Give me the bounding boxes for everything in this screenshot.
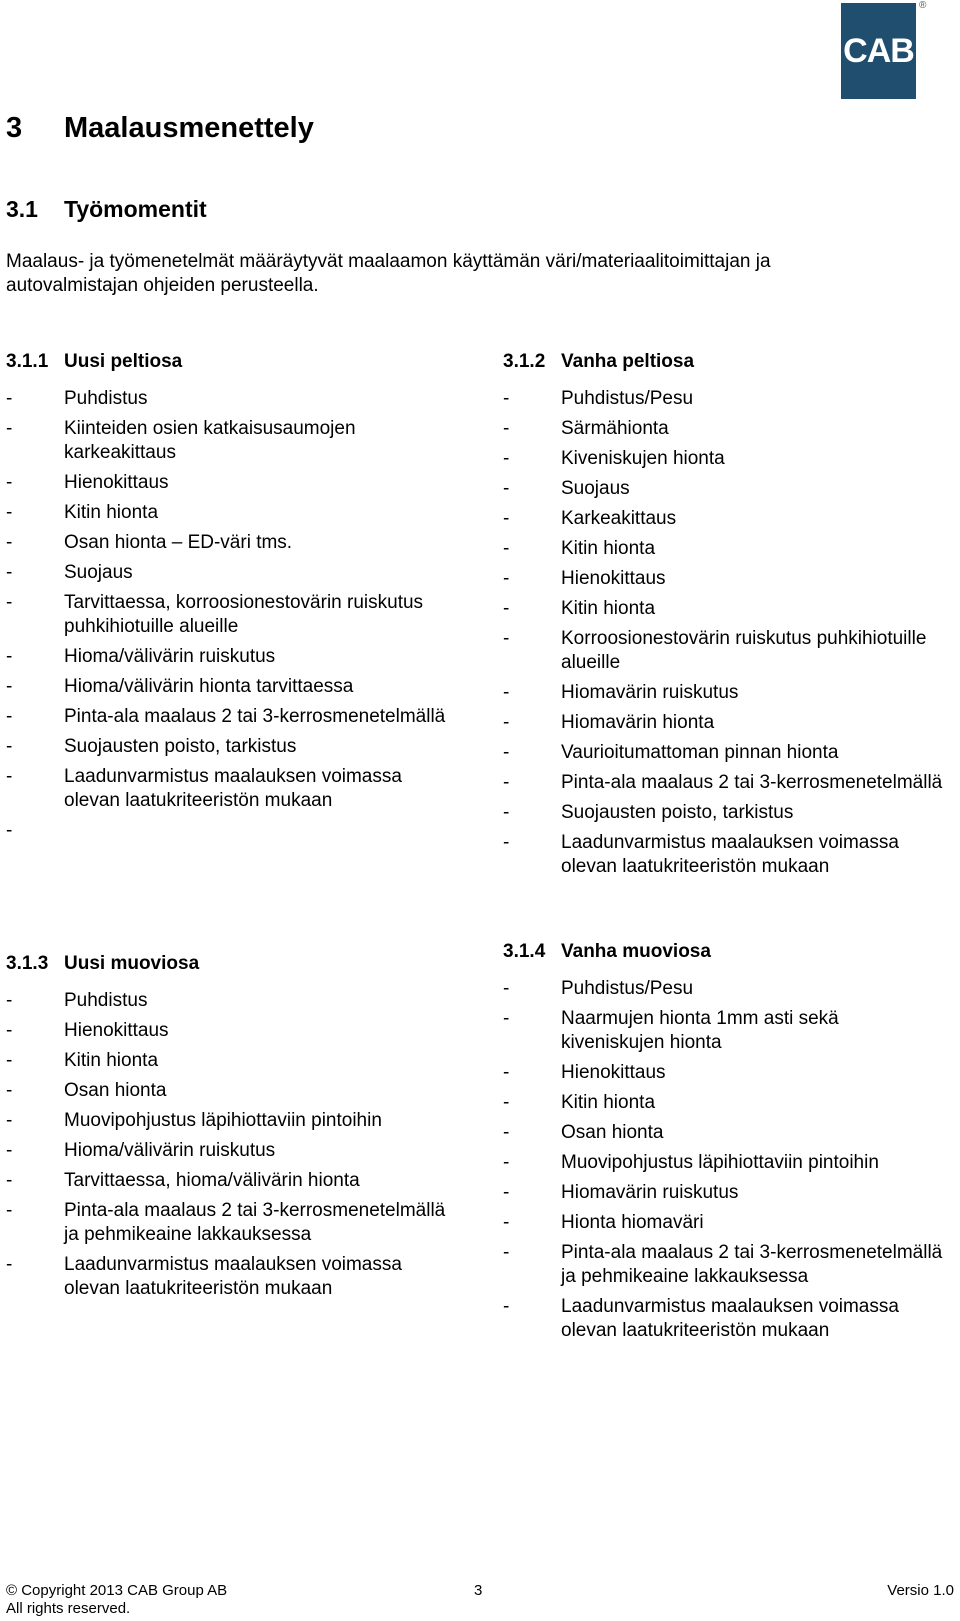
list-item	[503, 507, 943, 531]
list-item-text: Puhdistus/Pesu	[561, 388, 694, 409]
section-vanha-peltiosa	[503, 350, 943, 885]
list-item-text: Hiomavärin ruiskutus	[561, 682, 739, 703]
bullet-dash: -	[503, 418, 510, 439]
list-item	[503, 1091, 943, 1115]
list-item	[6, 417, 446, 465]
section-title-text: Vanha peltiosa	[561, 351, 695, 372]
section-title	[6, 952, 446, 976]
registered-mark: ®	[919, 0, 927, 11]
section-number: 3.1.1	[6, 351, 49, 372]
list-item	[503, 537, 943, 561]
list-item-text: Korroosionestovärin ruiskutus puhkihiotuille alueille	[561, 628, 927, 673]
list-item-text: Kiveniskujen hionta	[561, 448, 725, 469]
list-item-text: Pinta-ala maalaus 2 tai 3-kerrosmenetelmällä	[561, 772, 943, 793]
list-item-text: Hiomavärin hionta	[561, 712, 715, 733]
list-item	[6, 735, 446, 759]
list-item-text: Hienokittaus	[561, 1062, 666, 1083]
list-item-text: Tarvittaessa, korroosionestovärin ruiskutus puhkihiotuille alueille	[64, 592, 424, 637]
bullet-dash: -	[6, 990, 13, 1011]
list-item-text: Hionta hiomaväri	[561, 1212, 704, 1233]
list-item-text: Kitin hionta	[561, 1092, 656, 1113]
bullet-dash: -	[6, 472, 13, 493]
list-item-text: Hioma/välivärin ruiskutus	[64, 1140, 276, 1161]
list-item-text: Laadunvarmistus maalauksen voimassa olevan laatukriteeristön mukaan	[64, 766, 402, 811]
section-number: 3.1.2	[503, 351, 546, 372]
bullet-dash: -	[503, 1122, 510, 1143]
list-item	[6, 1019, 446, 1043]
heading-2-number: 3.1	[6, 196, 38, 222]
bullet-dash: -	[6, 418, 13, 439]
bullet-dash: -	[503, 1212, 510, 1233]
intro-paragraph: Maalaus- ja työmenetelmät määräytyvät maalaamon käyttämän väri/materiaalitoimittajan ja autovalmistajan ohjeiden perusteella.	[6, 251, 771, 296]
section-vanha-muoviosa	[503, 940, 943, 1349]
bullet-dash: -	[503, 772, 510, 793]
bullet-dash: -	[6, 1254, 13, 1275]
cab-logo	[841, 3, 916, 99]
bullet-dash: -	[503, 1242, 510, 1263]
section-number: 3.1.3	[6, 953, 49, 974]
bullet-dash: -	[6, 502, 13, 523]
bullet-dash: -	[503, 1152, 510, 1173]
heading-2-title: Työmomentit	[64, 196, 207, 222]
list-item-text: Muovipohjustus läpihiottaviin pintoihin	[64, 1110, 382, 1131]
section-uusi-peltiosa	[6, 350, 446, 849]
bullet-dash: -	[503, 568, 510, 589]
list-item	[6, 1079, 446, 1103]
bullet-dash: -	[6, 766, 13, 787]
list-item	[6, 989, 446, 1013]
bullet-dash: -	[6, 1170, 13, 1191]
list-item-text: Puhdistus	[64, 388, 148, 409]
bullet-dash: -	[503, 832, 510, 853]
bullet-dash: -	[6, 706, 13, 727]
bullet-dash: -	[503, 682, 510, 703]
section-number: 3.1.4	[503, 941, 546, 962]
bullet-dash: -	[503, 508, 510, 529]
list-item	[6, 765, 446, 813]
list-item	[6, 471, 446, 495]
heading-2	[6, 196, 207, 223]
bullet-dash: -	[6, 388, 13, 409]
step-list	[503, 387, 943, 879]
bullet-dash: -	[6, 646, 13, 667]
list-item	[503, 1211, 943, 1235]
list-item	[503, 711, 943, 735]
bullet-dash: -	[503, 598, 510, 619]
footer-copyright: © Copyright 2013 CAB Group AB	[6, 1582, 228, 1599]
list-item	[6, 1253, 446, 1301]
list-item-text: Laadunvarmistus maalauksen voimassa olevan laatukriteeristön mukaan	[561, 832, 899, 877]
list-item	[503, 387, 943, 411]
list-item	[503, 1007, 943, 1055]
list-item	[503, 801, 943, 825]
bullet-dash: -	[503, 478, 510, 499]
list-item	[503, 771, 943, 795]
list-item	[503, 597, 943, 621]
list-item-text: Naarmujen hionta 1mm asti sekä kiveniskujen hionta	[561, 1008, 839, 1053]
bullet-dash: -	[6, 1050, 13, 1071]
list-item-text: Hioma/välivärin ruiskutus	[64, 646, 276, 667]
section-title	[6, 350, 446, 374]
list-item	[503, 447, 943, 471]
list-item	[6, 645, 446, 669]
bullet-dash: -	[503, 388, 510, 409]
bullet-dash: -	[6, 1140, 13, 1161]
step-list	[503, 977, 943, 1343]
list-item-text: Hioma/välivärin hionta tarvittaessa	[64, 676, 354, 697]
list-item-text: Kiinteiden osien katkaisusaumojen karkeakittaus	[64, 418, 356, 463]
bullet-dash: -	[6, 532, 13, 553]
list-item	[503, 1181, 943, 1205]
list-item-text: Suojausten poisto, tarkistus	[561, 802, 794, 823]
list-item-text: Puhdistus	[64, 990, 148, 1011]
list-item	[503, 741, 943, 765]
list-item-text	[64, 819, 446, 843]
section-title-text: Uusi muoviosa	[64, 953, 200, 974]
list-item-text: Osan hionta	[64, 1080, 167, 1101]
list-item	[503, 681, 943, 705]
footer-rights: All rights reserved.	[6, 1600, 131, 1617]
list-item-text: Laadunvarmistus maalauksen voimassa olevan laatukriteeristön mukaan	[64, 1254, 402, 1299]
list-item	[6, 1049, 446, 1073]
footer-page-number: 3	[474, 1582, 483, 1599]
heading-1-title: Maalausmenettely	[64, 112, 314, 144]
list-item	[503, 567, 943, 591]
list-item	[6, 1169, 446, 1193]
bullet-dash: -	[6, 592, 13, 613]
bullet-dash: -	[503, 978, 510, 999]
section-title-text: Uusi peltiosa	[64, 351, 183, 372]
list-item-text: Pinta-ala maalaus 2 tai 3-kerrosmenetelmällä	[64, 706, 446, 727]
list-item	[6, 531, 446, 555]
section-uusi-muoviosa	[6, 952, 446, 1307]
bullet-dash: -	[6, 1020, 13, 1041]
list-item	[503, 831, 943, 879]
list-item-text: Hienokittaus	[64, 1020, 169, 1041]
list-item	[6, 387, 446, 411]
list-item	[503, 1241, 943, 1289]
footer-version: Versio 1.0	[887, 1582, 954, 1599]
list-item	[6, 1109, 446, 1133]
list-item-text: Hienokittaus	[64, 472, 169, 493]
list-item-text: Särmähionta	[561, 418, 669, 439]
list-item-text: Kitin hionta	[561, 538, 656, 559]
bullet-dash: -	[503, 712, 510, 733]
list-item-text: Tarvittaessa, hioma/välivärin hionta	[64, 1170, 360, 1191]
heading-1	[6, 112, 314, 145]
list-item-text: Kitin hionta	[64, 1050, 159, 1071]
list-item	[6, 705, 446, 729]
section-title	[503, 940, 943, 964]
bullet-dash: -	[6, 1200, 13, 1221]
list-item	[6, 1139, 446, 1163]
list-item-text: Laadunvarmistus maalauksen voimassa olevan laatukriteeristön mukaan	[561, 1296, 899, 1341]
list-item-text: Kitin hionta	[561, 598, 656, 619]
heading-1-number: 3	[6, 112, 23, 144]
bullet-dash: -	[503, 1296, 510, 1317]
list-item	[503, 977, 943, 1001]
list-item-text: Osan hionta	[561, 1122, 664, 1143]
list-item	[6, 675, 446, 699]
bullet-dash: -	[503, 742, 510, 763]
list-item-text: Karkeakittaus	[561, 508, 677, 529]
list-item	[6, 501, 446, 525]
list-item-text: Muovipohjustus läpihiottaviin pintoihin	[561, 1152, 879, 1173]
list-item	[6, 561, 446, 585]
list-item	[6, 819, 446, 843]
list-item-text: Suojausten poisto, tarkistus	[64, 736, 297, 757]
list-item	[6, 1199, 446, 1247]
list-item	[503, 1151, 943, 1175]
list-item-text: Suojaus	[561, 478, 630, 499]
bullet-dash: -	[6, 676, 13, 697]
list-item-text: Pinta-ala maalaus 2 tai 3-kerrosmenetelmällä ja pehmikeaine lakkauksessa	[64, 1200, 446, 1245]
list-item-text: Hienokittaus	[561, 568, 666, 589]
bullet-dash: -	[6, 1110, 13, 1131]
step-list	[6, 387, 446, 843]
list-item-text: Vaurioitumattoman pinnan hionta	[561, 742, 839, 763]
bullet-dash: -	[503, 1008, 510, 1029]
bullet-dash: -	[6, 736, 13, 757]
list-item	[503, 627, 943, 675]
list-item	[503, 1061, 943, 1085]
list-item-text: Kitin hionta	[64, 502, 159, 523]
step-list	[6, 989, 446, 1301]
list-item	[6, 591, 446, 639]
bullet-dash: -	[6, 562, 13, 583]
list-item	[503, 1121, 943, 1145]
bullet-dash: -	[503, 1062, 510, 1083]
section-title	[503, 350, 943, 374]
bullet-dash: -	[6, 1080, 13, 1101]
list-item	[503, 477, 943, 501]
bullet-dash: -	[503, 538, 510, 559]
bullet-dash: -	[503, 802, 510, 823]
list-item-text: Osan hionta – ED-väri tms.	[64, 532, 293, 553]
logo-text: CAB	[843, 31, 914, 70]
list-item-text: Suojaus	[64, 562, 133, 583]
bullet-dash: -	[503, 448, 510, 469]
list-item-text: Hiomavärin ruiskutus	[561, 1182, 739, 1203]
section-title-text: Vanha muoviosa	[561, 941, 711, 962]
list-item-text: Puhdistus/Pesu	[561, 978, 694, 999]
bullet-dash: -	[503, 1092, 510, 1113]
bullet-dash: -	[6, 820, 13, 841]
list-item-text: Pinta-ala maalaus 2 tai 3-kerrosmenetelmällä ja pehmikeaine lakkauksessa	[561, 1242, 943, 1287]
bullet-dash: -	[503, 628, 510, 649]
bullet-dash: -	[503, 1182, 510, 1203]
list-item	[503, 417, 943, 441]
list-item	[503, 1295, 943, 1343]
